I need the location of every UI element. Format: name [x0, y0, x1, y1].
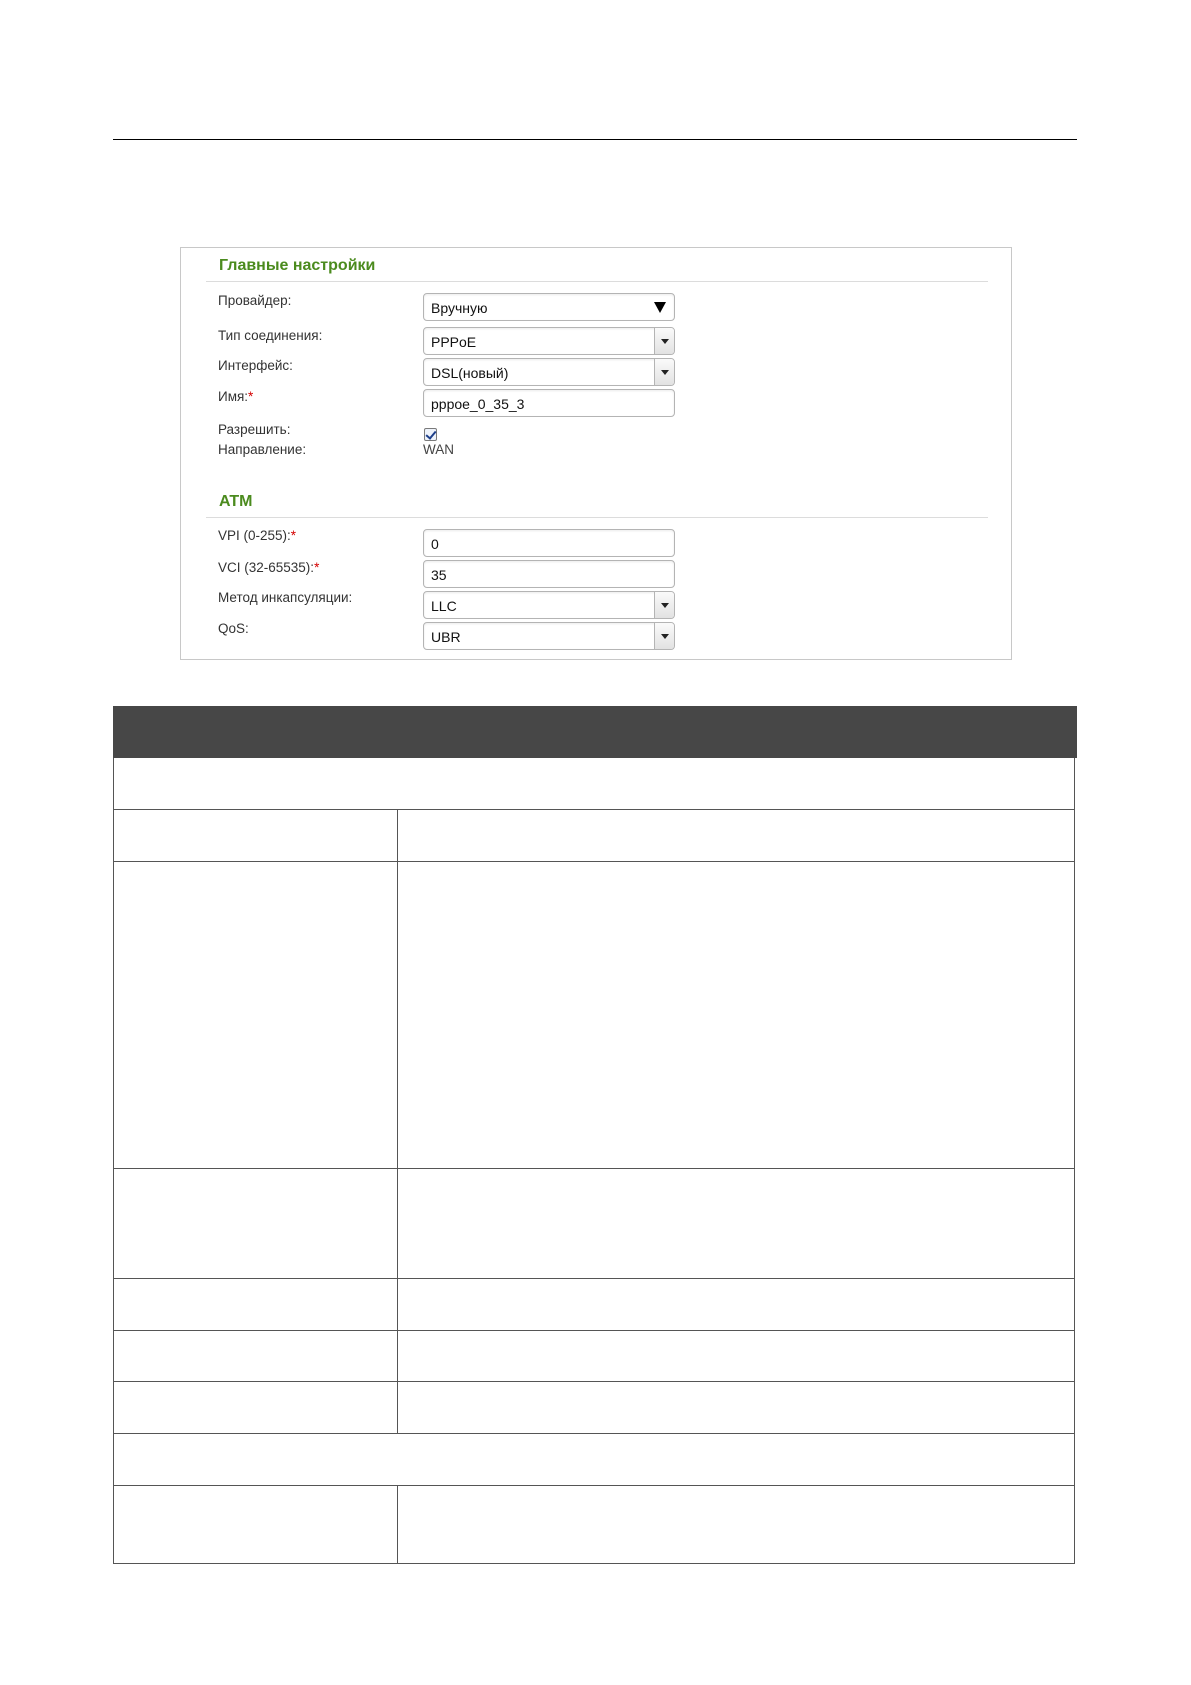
section-divider: [206, 281, 988, 282]
top-divider: [113, 139, 1077, 140]
chevron-down-icon: [661, 370, 669, 375]
qos-label: QoS:: [218, 621, 249, 636]
table-row: [113, 1169, 1075, 1279]
required-mark: *: [290, 528, 297, 543]
vpi-value: 0: [431, 536, 439, 552]
table-cell-param: [114, 1331, 398, 1381]
section-divider: [206, 517, 988, 518]
vci-label-text: VCI (32-65535):: [218, 560, 315, 575]
chevron-down-icon: [661, 339, 669, 344]
direction-label: Направление:: [218, 442, 307, 457]
dropdown-arrow-icon: [654, 302, 666, 313]
dropdown-button[interactable]: [654, 328, 674, 354]
table-section-row: [113, 1434, 1075, 1486]
vpi-label-text: VPI (0-255):: [218, 528, 291, 543]
connection-type-value: PPPoE: [431, 334, 477, 350]
encapsulation-label: Метод инкапсуляции:: [218, 590, 353, 605]
provider-select[interactable]: [423, 293, 675, 321]
chevron-down-icon: [661, 634, 669, 639]
checkmark-icon: [425, 428, 436, 440]
encapsulation-select[interactable]: [423, 591, 675, 619]
enable-checkbox[interactable]: [424, 428, 437, 441]
atm-section-title: ATM: [219, 493, 253, 510]
qos-value: UBR: [431, 629, 461, 645]
dropdown-button[interactable]: [654, 623, 674, 649]
connection-type-select[interactable]: [423, 327, 675, 355]
table-header: [113, 706, 1077, 758]
table-cell-param: [114, 1169, 398, 1278]
table-row: [113, 1331, 1075, 1382]
direction-value: WAN: [423, 442, 454, 457]
dropdown-button[interactable]: [654, 592, 674, 618]
name-input[interactable]: [423, 389, 675, 417]
table-cell-param: [114, 810, 398, 861]
name-value: pppoe_0_35_3: [431, 396, 525, 412]
vci-value: 35: [431, 567, 447, 583]
name-label-text: Имя:: [218, 389, 249, 404]
table-cell-param: [114, 862, 398, 1168]
provider-value: Вручную: [431, 300, 488, 316]
interface-value: DSL(новый): [431, 365, 509, 381]
table-cell-param: [114, 1486, 398, 1563]
vpi-input[interactable]: [423, 529, 675, 557]
vci-input[interactable]: [423, 560, 675, 588]
connection-settings-panel: [180, 247, 1012, 660]
interface-label: Интерфейс:: [218, 358, 293, 373]
required-mark: *: [314, 560, 320, 575]
encapsulation-value: LLC: [431, 598, 457, 614]
enable-label: Разрешить:: [218, 422, 291, 437]
table-row: [113, 862, 1075, 1169]
vci-label: [218, 560, 319, 575]
chevron-down-icon: [661, 603, 669, 608]
provider-label: Провайдер:: [218, 293, 292, 308]
required-mark: *: [248, 389, 254, 404]
table-section-row: [113, 758, 1075, 810]
main-settings-title: Главные настройки: [219, 257, 376, 274]
table-row: [113, 1382, 1075, 1434]
table-cell-param: [114, 1382, 398, 1433]
dropdown-button[interactable]: [654, 359, 674, 385]
table-row: [113, 1279, 1075, 1331]
connection-type-label: Тип соединения:: [218, 328, 323, 343]
table-row: [113, 810, 1075, 862]
table-cell-param: [114, 1279, 398, 1330]
interface-select[interactable]: [423, 358, 675, 386]
qos-select[interactable]: [423, 622, 675, 650]
table-row: [113, 1486, 1075, 1564]
vpi-label: [218, 528, 296, 543]
name-label: [218, 389, 253, 404]
